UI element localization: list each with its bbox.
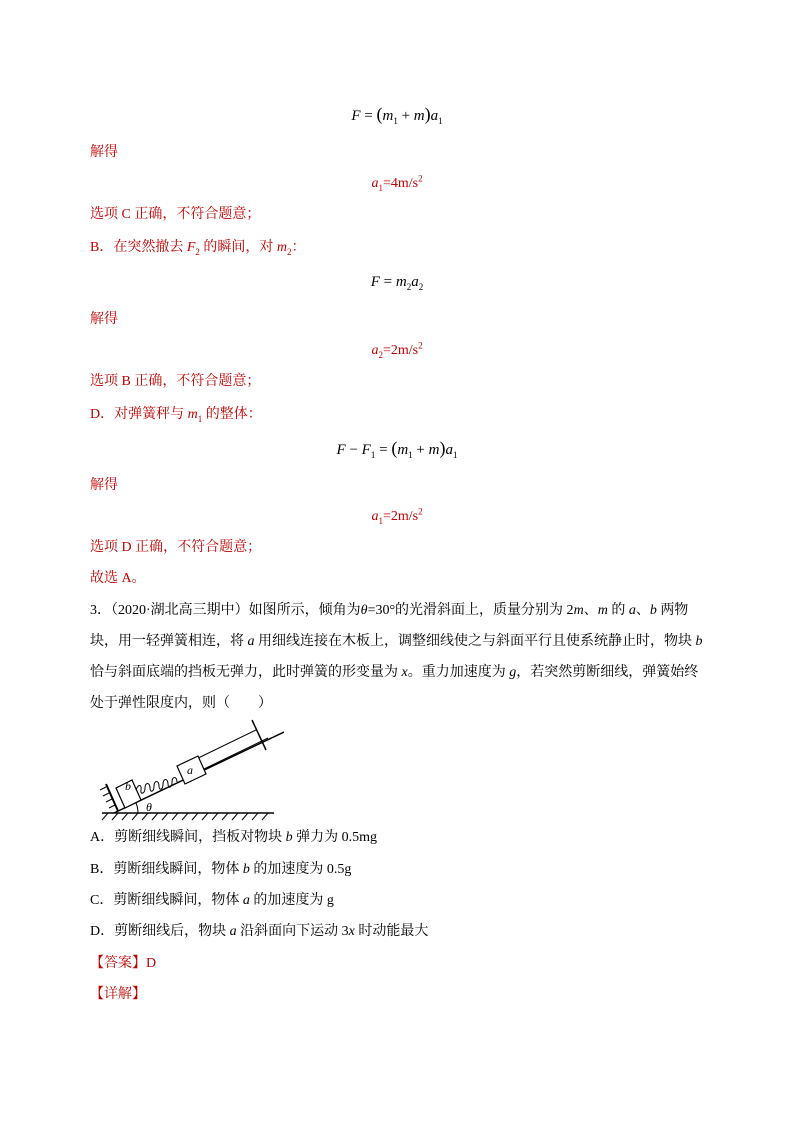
option-d-conclusion: 选项 D 正确，不符合题意； xyxy=(90,540,262,555)
option-c: C．剪断细线瞬间，物体 a 的加速度为 g xyxy=(90,893,334,908)
solve-label-2: 解得 xyxy=(90,312,118,327)
result-1: $a_1=4m/s^2$ xyxy=(371,173,423,193)
question-3-text: 3．（2020·湖北高三期中）如图所示，倾角为θ=30°的光滑斜面上，质量分别为 2m、m 的 a、b 两物块，用一轻弹簧相连，将 a 用细线连接在木板上，调整细线使之与斜面平行且使系统静止时，物块 b 恰与斜面底端的挡板无弹力，此时弹簧的形变量为 x。重力加速度为 g，若突然剪断细线，弹簧始终处于弹性限度内，则（ ） xyxy=(90,603,703,711)
option-d: D．剪断细线后，物块 a 沿斜面向下运动 3x 时动能最大 xyxy=(90,924,429,939)
option-b: B．剪断细线瞬间，物体 b 的加速度为 0.5g xyxy=(90,862,352,877)
option-d-intro: D．对弹簧秤与 $m_1$ 的整体： xyxy=(90,407,262,424)
solve-label-3: 解得 xyxy=(90,478,118,493)
equation-1: $F = (m_1 + m)a_1$ xyxy=(351,104,443,126)
label-b: b xyxy=(125,779,131,793)
answer-label: 【答案】 xyxy=(90,956,146,971)
option-b-conclusion: 选项 B 正确，不符合题意； xyxy=(90,374,261,389)
equation-2: $F = m_2a_2$ xyxy=(370,274,424,292)
final-choice: 故选 A。 xyxy=(90,571,146,586)
option-a: A．剪断细线瞬间，挡板对物块 b 弹力为 0.5mg xyxy=(90,830,378,845)
equation-3: $F - F_1 = (m_1 + m)a_1$ xyxy=(336,438,458,460)
label-theta: θ xyxy=(146,800,152,814)
option-c-conclusion: 选项 C 正确，不符合题意； xyxy=(90,207,261,222)
result-3: $a_1=2m/s^2$ xyxy=(371,506,423,526)
label-a: a xyxy=(187,763,193,777)
result-2: $a_2=2m/s^2$ xyxy=(371,340,423,360)
option-b-intro: B．在突然撤去 $F_2$ 的瞬间，对 $m_2$： xyxy=(90,240,306,257)
answer-value: D xyxy=(146,956,157,971)
answer-line xyxy=(90,954,156,974)
incline-figure xyxy=(94,712,284,822)
detail-label: 【详解】 xyxy=(90,987,146,1002)
solve-label-1: 解得 xyxy=(90,145,118,160)
